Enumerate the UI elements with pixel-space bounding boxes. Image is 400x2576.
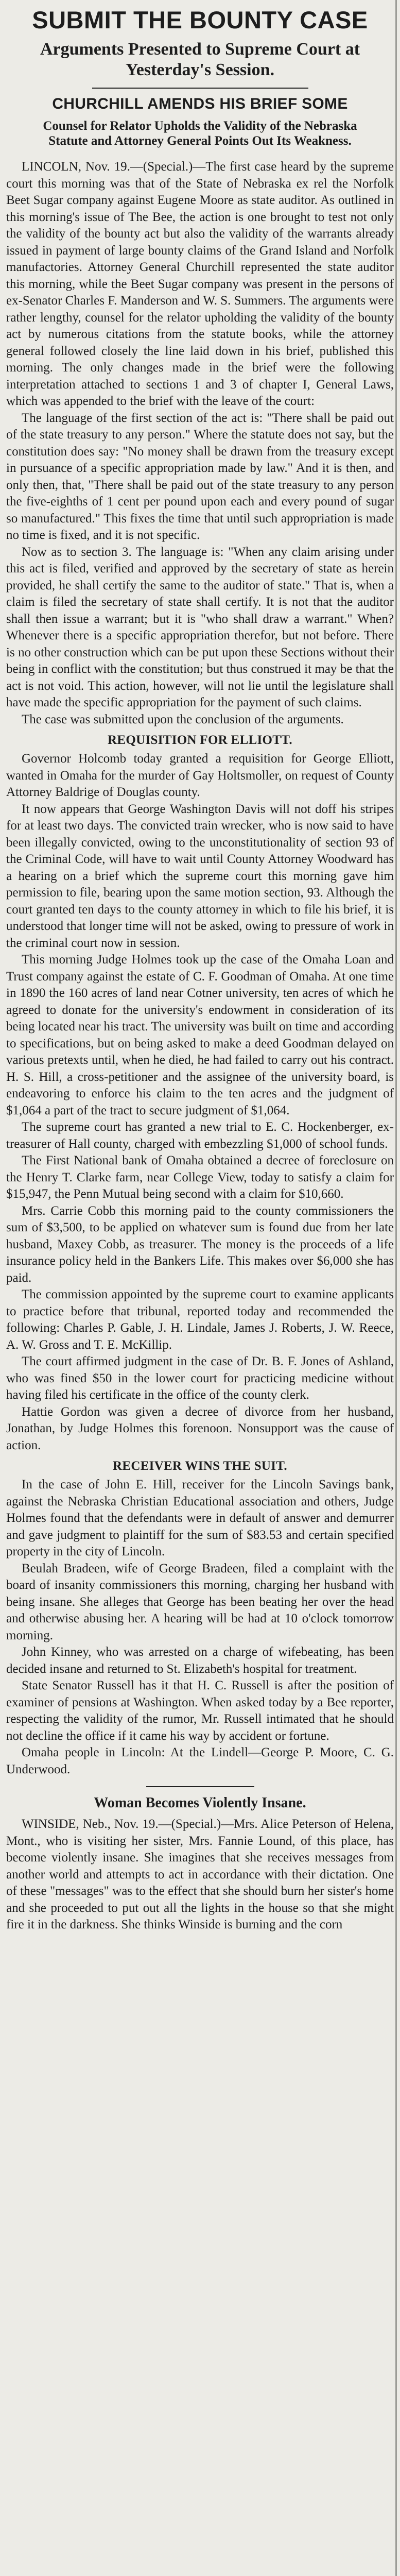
paragraph: LINCOLN, Nov. 19.—(Special.)—The first case heard by the supreme court this morning was that of the State of Nebraska ex rel the Norfolk Beet Sugar company against Eugene Moore as state auditor. As outlined in this morning's issue of The Bee, the action is one brought to test not only the validity of the bounty act but also the validity of the warrants already issued in payment of large bounty claims of the Grand Island and Norfolk manufactories. Attorney General Churchill represented the state auditor this morning, while the Beet Sugar company was present in the persons of ex-Senator Charles F. Manderson and W. S. Summers. The arguments were rather lengthy, counsel for the relator upholding the validity of the bounty act by numerous citations from the statute books, while the attorney general followed closely the line laid down in his brief, published this morning. The only changes made in the brief were the following interpretation attached to sections 1 and 3 of chapter I, General Laws, which was appended to the brief with the leave of the court: [6,160,394,408]
subhead-requisition: REQUISITION FOR ELLIOTT. [108,733,292,747]
paragraph: Governor Holcomb today granted a requisition for George Elliott, wanted in Omaha for the murder of Gay Holtsmoller, on request of County Attorney Baldrige of Douglas county. [6,752,394,799]
headline-woman-insane: Woman Becomes Violently Insane. [94,1795,306,1811]
paragraph: Omaha people in Lincoln: At the Lindell—George P. Moore, C. G. Underwood. [6,1745,394,1776]
paragraph: Hattie Gordon was given a decree of divorce from her husband, Jonathan, by Judge Holmes this forenoon. Nonsupport was the cause of action. [6,1404,394,1452]
paragraph: In the case of John E. Hill, receiver for the Lincoln Savings bank, against the Nebraska Christian Educational association and others, Judge Holmes found that the defendants were in default of answer and demurrer and gave judgment to plaintiff for the sum of $83.53 and certain specified property in the city of Lincoln. [6,1478,394,1558]
article-body [6,159,394,1934]
headline: SUBMIT THE BOUNTY CASE [32,6,368,33]
paragraph: The commission appointed by the supreme court to examine applicants to practice before that tribunal, reported today and recommended the following: Charles P. Gable, J. H. Lindale, James J. Roberts, J. W. Reece, A. W. Gross and T. E. McKillip. [6,1287,394,1352]
paragraph: Beulah Bradeen, wife of George Bradeen, filed a complaint with the board of insanity commissioners this morning, charging her husband with being insane. She alleges that George has been beating her over the head and otherwise abusing her. A hearing will be had at 10 o'clock tomorrow morning. [6,1561,394,1642]
paragraph: The case was submitted upon the conclusion of the arguments. [22,712,344,726]
paragraph: Now as to section 3. The language is: "When any claim arising under this act is filed, verified and approved by the secretary of state as herein provided, he shall certify the same to the auditor of state." That is, when a claim is filed the secretary of state shall certify. It is not that the auditor shall then issue a warrant; but it is "who shall draw a warrant." When? Whenever there is a specific appropriation therefor, but not before. There is no other construction which can be put upon these Sections without their being in conflict with the constitution; but thus construed it may be that the act is not void. This action, however, will not lie until the legislature shall have made the specific appropriation for the payment of such claims. [6,545,394,709]
deck-summary: Counsel for Relator Upholds the Validity of the Nebraska Statute and Attorney General Points Out Its Weakness. [43,119,357,148]
column-rule [395,0,397,2576]
paragraph: WINSIDE, Neb., Nov. 19.—(Special.)—Mrs. Alice Peterson of Helena, Mont., who is visiting her sister, Mrs. Fannie Lound, of this place, has become violently insane. She imagines that she receives messages from another world and attempts to act in accordance with their dictation. One of these "messages" was to the effect that she should burn her sister's home and she proceeded to put out all the lights in the house so that she might fire it in the darkness. She thinks Winside is burning and the corn [6,1817,394,1931]
paragraph: Mrs. Carrie Cobb this morning paid to the county commissioners the sum of $3,500, to be applied on whatever sum is found due from her late husband, Maxey Cobb, as treasurer. The money is the proceeds of a life insurance policy held in the Bankers Life. This makes over $6,000 she has paid. [6,1204,394,1285]
deck-secondary-headline: CHURCHILL AMENDS HIS BRIEF SOME [52,95,348,112]
paragraph: John Kinney, who was arrested on a charge of wifebeating, has been decided insane and returned to St. Elizabeth's hospital for treatment. [6,1645,394,1676]
deck-subheadline: Arguments Presented to Supreme Court at Yesterday's Session. [40,40,360,79]
paragraph: It now appears that George Washington Davis will not doff his stripes for at least two days. The convicted train wrecker, who is now said to have been illegally convicted, owing to the unconstitutionality of section 93 of the Criminal Code, will have to wait until County Attorney Woodward has a hearing on a brief which the supreme court this morning gave him permission to file, bearing upon the same motion section, 93. Although the court granted ten days to the county attorney in which to file his brief, it is understood that longer time will not be asked, owing to pressure of work in the criminal court now in session. [6,802,394,950]
article-divider [146,1786,254,1787]
deck-divider [92,88,308,89]
subhead-receiver: RECEIVER WINS THE SUIT. [113,1459,287,1473]
paragraph: The language of the first section of the act is: "There shall be paid out of the state treasury to any person." Where the statute does not say, but the constitution does say: "No money shall be drawn from the treasury except in pursuance of a specific appropriation made by law." And it is then, and only then, that, "There shall be paid out of the state treasury to any person the five-eighths of 1 cent per pound upon each and every pound of sugar so manufactured." This fixes the time that until such appropriation is made no time is fixed, and it is not specific. [6,411,394,542]
paragraph: State Senator Russell has it that H. C. Russell is after the position of examiner of pensions at Washington. When asked today by a Bee reporter, respecting the validity of the rumor, Mr. Russell intimated that he should not decline the office if it came his way by accident or fortune. [6,1679,394,1743]
paragraph: The supreme court has granted a new trial to E. C. Hockenberger, ex-treasurer of Hall county, charged with embezzling $1,000 of school funds. [6,1120,394,1151]
paragraph: The court affirmed judgment in the case of Dr. B. F. Jones of Ashland, who was fined $50 in the lower court for practicing medicine without having filed his certificate in the office of the county clerk. [6,1354,394,1402]
paragraph: The First National bank of Omaha obtained a decree of foreclosure on the Henry T. Clarke farm, near College View, today to satisfy a claim for $15,947, the Penn Mutual being second with a claim for $10,660. [6,1154,394,1201]
paragraph: This morning Judge Holmes took up the case of the Omaha Loan and Trust company against the estate of C. F. Goodman of Omaha. At one time in 1890 the 160 acres of land near Cotner university, ten acres of which he agreed to donate for the university's endowment in consideration of its being located near his tract. The university was built on time and according to specifications, but on being asked to make a deed Goodman delayed on various pretexts until, when he died, he had failed to carry out his contract. H. S. Hill, a cross-petitioner and the assignee of the university board, is endeavoring to enforce his claim to the ten acres and the judgment of $1,064 a part of the tract to secure judgment of $1,064. [6,953,394,1117]
